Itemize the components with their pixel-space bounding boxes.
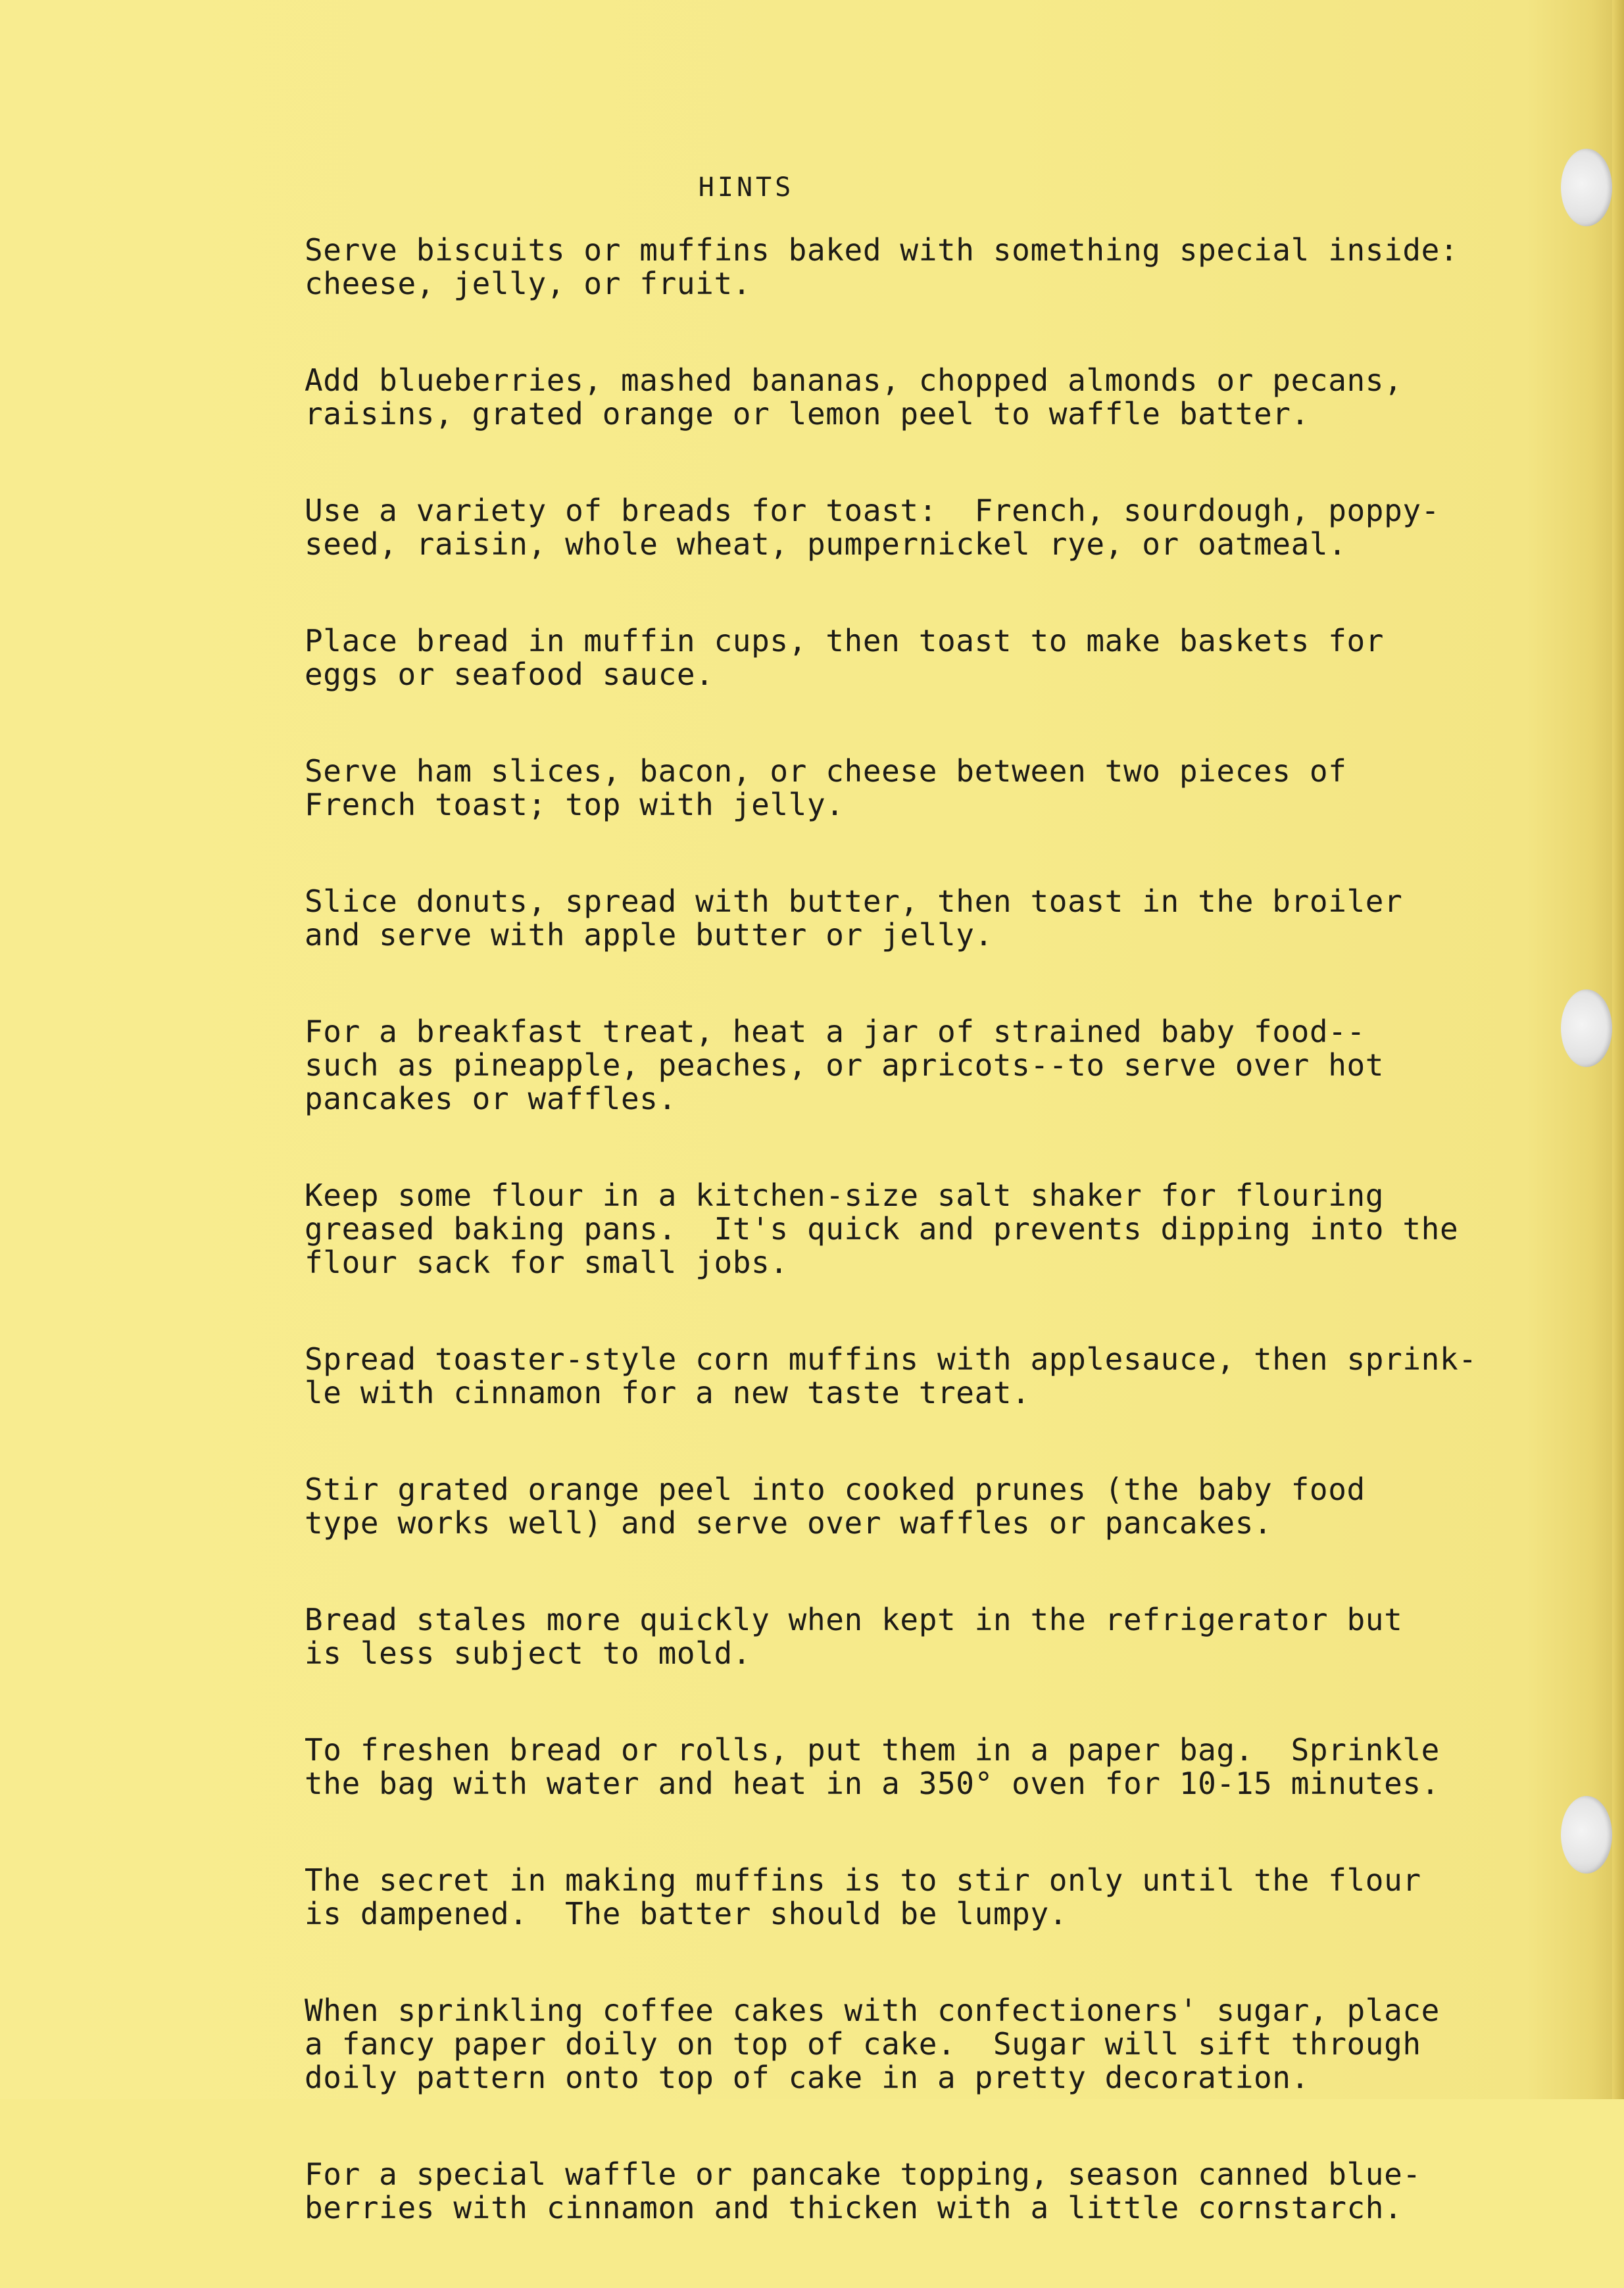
hint-line: berries with cinnamon and thicken with a little cornstarch. [305, 2190, 1403, 2226]
hint-line: the bag with water and heat in a 350° oven for 10-15 minutes. [305, 1766, 1440, 1801]
hint-paragraph [305, 1994, 1594, 2095]
hint-line: doily pattern onto top of cake in a pretty decoration. [305, 2060, 1310, 2095]
hint-line: flour sack for small jobs. [305, 1245, 789, 1280]
hint-line: Stir grated orange peel into cooked prunes (the baby food [305, 1472, 1366, 1507]
hint-line: such as pineapple, peaches, or apricots--to serve over hot [305, 1047, 1385, 1083]
hint-line: Spread toaster-style corn muffins with applesauce, then sprink- [305, 1341, 1477, 1377]
hint-line: For a special waffle or pancake topping, season canned blue- [305, 2156, 1421, 2192]
hint-paragraph [305, 1015, 1594, 1116]
page-title-row [0, 172, 1624, 203]
hint-line: Serve ham slices, bacon, or cheese between two pieces of [305, 753, 1347, 789]
hints-list [305, 234, 1594, 2288]
hint-line: is dampened. The batter should be lumpy. [305, 1896, 1068, 1931]
hint-line: cheese, jelly, or fruit. [305, 266, 752, 301]
hint-line: Keep some flour in a kitchen-size salt shaker for flouring [305, 1178, 1385, 1213]
hint-paragraph [305, 1179, 1594, 1280]
hint-line: le with cinnamon for a new taste treat. [305, 1375, 1031, 1410]
hint-paragraph [305, 364, 1594, 431]
hint-line: Serve biscuits or muffins baked with something special inside: [305, 232, 1459, 268]
hint-line: type works well) and serve over waffles or pancakes. [305, 1505, 1273, 1541]
hint-line: is less subject to mold. [305, 1635, 752, 1671]
page-edge [1612, 0, 1624, 2099]
hint-line: pancakes or waffles. [305, 1081, 677, 1116]
hint-paragraph [305, 2158, 1594, 2225]
hint-paragraph [305, 1603, 1594, 1670]
hint-paragraph [305, 624, 1594, 691]
hint-line: a fancy paper doily on top of cake. Sugar will sift through [305, 2026, 1421, 2062]
hint-line: eggs or seafood sauce. [305, 657, 714, 692]
hint-line: Slice donuts, spread with butter, then toast in the broiler [305, 883, 1403, 919]
hint-paragraph [305, 234, 1594, 301]
hint-paragraph [305, 755, 1594, 822]
hint-line: seed, raisin, whole wheat, pumpernickel rye, or oatmeal. [305, 526, 1347, 562]
hint-line: and serve with apple butter or jelly. [305, 917, 993, 953]
page-title: HINTS [698, 172, 795, 203]
hint-line: Bread stales more quickly when kept in the refrigerator but [305, 1602, 1403, 1637]
hint-line: Add blueberries, mashed bananas, chopped almonds or pecans, [305, 362, 1403, 398]
hint-paragraph [305, 1733, 1594, 1801]
hint-line: greased baking pans. It's quick and prevents dipping into the [305, 1211, 1459, 1247]
hint-line: raisins, grated orange or lemon peel to waffle batter. [305, 396, 1310, 432]
hint-line: To freshen bread or rolls, put them in a paper bag. Sprinkle [305, 1732, 1440, 1768]
hint-paragraph [305, 885, 1594, 952]
hint-paragraph [305, 1343, 1594, 1410]
hint-line: For a breakfast treat, heat a jar of strained baby food-- [305, 1014, 1366, 1049]
hint-line: Use a variety of breads for toast: French, sourdough, poppy- [305, 493, 1440, 528]
hint-line: French toast; top with jelly. [305, 787, 845, 822]
hint-paragraph [305, 1473, 1594, 1540]
hint-line: When sprinkling coffee cakes with confectioners' sugar, place [305, 1993, 1440, 2028]
hint-line: Place bread in muffin cups, then toast to make baskets for [305, 623, 1385, 659]
hint-paragraph [305, 1864, 1594, 1931]
hint-paragraph [305, 494, 1594, 561]
hint-line: The secret in making muffins is to stir only until the flour [305, 1862, 1421, 1898]
